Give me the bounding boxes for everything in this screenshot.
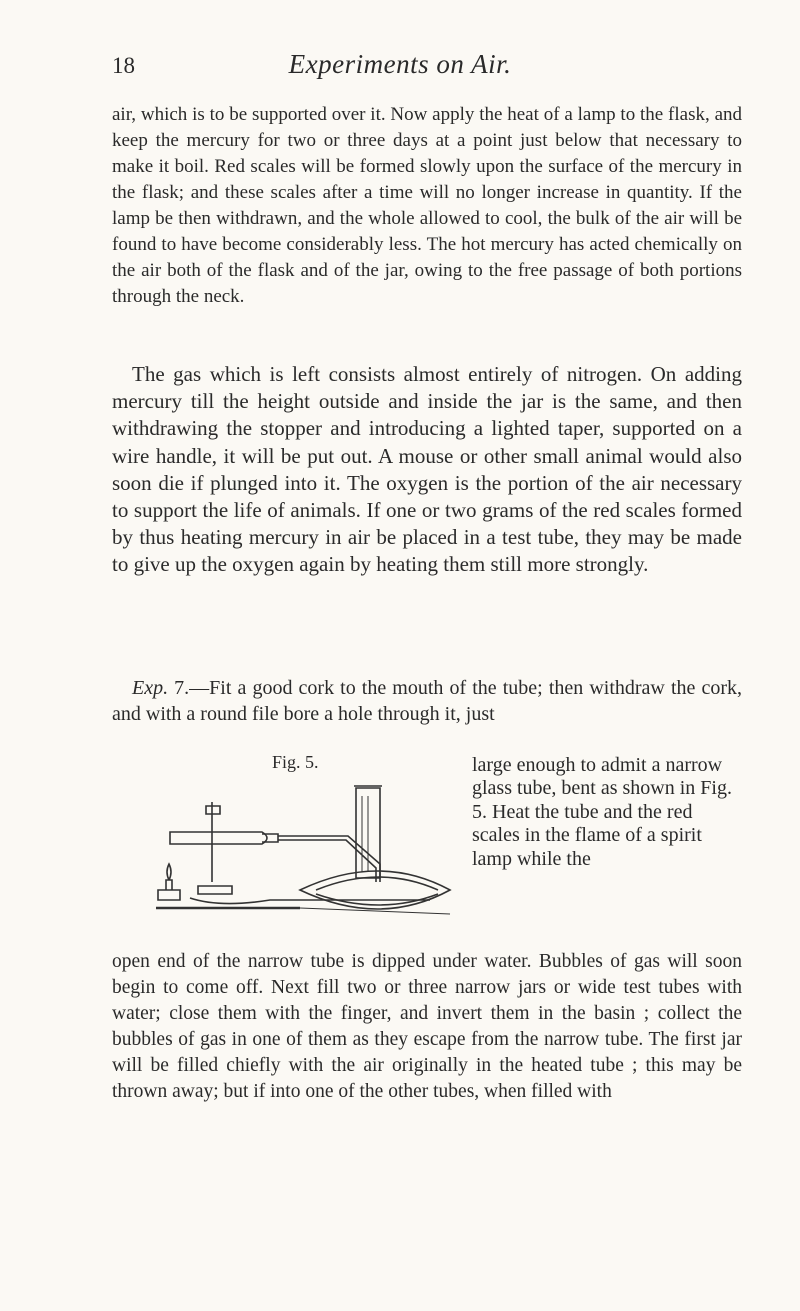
figure-5 — [150, 752, 468, 962]
spirit-lamp-icon — [158, 890, 180, 900]
apparatus-illustration — [150, 782, 468, 962]
paragraph-nitrogen: The gas which is left consists almost entirely of nitrogen. On adding mercury till the height outside and inside the jar is the same, and then withdrawing the stopper and introducing a lighted taper, supported on a wire handle, it will be put out. A mouse or other small animal would also soon die if plunged into it. The oxygen is the portion of the air necessary to support the life of animals. If one or two grams of the red scales formed by thus heating mercury in air be placed in a test tube, they may be made to give up the oxygen again by heating them still more strongly. — [112, 362, 742, 577]
experiment-label: Exp. — [132, 677, 169, 699]
page-number: 18 — [112, 53, 135, 78]
running-head — [112, 47, 688, 83]
delivery-tube — [278, 836, 380, 882]
paragraph-experiment-7-intro — [112, 675, 742, 727]
water-basin — [190, 898, 430, 904]
apparatus-drawing — [156, 786, 450, 914]
paragraph-experiment-7-continued: open end of the narrow tube is dipped under water. Bubbles of gas will soon begin to come off. Next fill two or three narrow jars or wide test tubes with water; close them with the finger, and invert them in the basin ; collect the bubbles of gas in one of them as they escape from the narrow tube. The first jar will be filled chiefly with the air originally in the heated tube ; this may be thrown away; but if into one of the other tubes, when filled with — [112, 951, 742, 1102]
figure-caption: Fig. 5. — [272, 752, 319, 772]
paragraph-flask-heating: air, which is to be supported over it. Now apply the heat of a lamp to the flask, and keep the mercury for two or three days at a point just below that necessary to make it boil. Red scales will be formed slowly upon the surface of the mercury in the flask; and these scales after a time will no longer increase in quantity. If the lamp be then withdrawn, and the whole allowed to cool, the bulk of the air will be found to have become considerably less. The hot mercury has acted chemically on the air both of the flask and of the jar, owing to the free passage of both portions through the neck. — [112, 104, 742, 307]
paragraph-experiment-7-side: large enough to admit a narrow glass tube, bent as shown in Fig. 5. Heat the tube and the red scales in the flame of a spirit lamp while the — [472, 754, 732, 870]
test-tube — [170, 832, 267, 844]
experiment-intro-text: 7.—Fit a good cork to the mouth of the tube; then withdraw the cork, and with a round file bore a hole through it, just — [112, 677, 742, 725]
running-title: Experiments on Air. — [288, 49, 512, 79]
